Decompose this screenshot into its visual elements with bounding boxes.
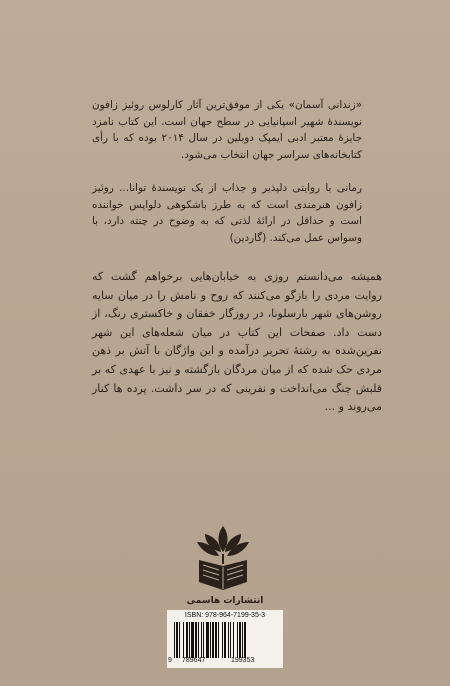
barcode-bar (174, 622, 175, 658)
barcode-bar (195, 622, 197, 658)
barcode-bar (203, 622, 204, 658)
barcode-bar (222, 622, 223, 658)
barcode (174, 622, 276, 658)
barcode-bar (224, 622, 226, 658)
barcode-bar (201, 622, 202, 658)
blurb-paragraph-2: رمانی با روایتی دلپذیر و جذاب از یک نویسندهٔ توانا... روئیز زافون هنرمندی است که به طرز باشکوهی دلواپس خواننده است و حداقل در ارائهٔ لذتی که به وضوح در چنته دارد، با وسواس عمل می‌کند. (گاردین) (92, 182, 362, 244)
isbn-barcode-block (167, 610, 283, 668)
barcode-bar (218, 622, 219, 658)
barcode-bar (228, 622, 229, 658)
barcode-bar (186, 622, 188, 658)
barcode-bar (242, 622, 243, 658)
barcode-bar (237, 622, 238, 658)
book-flower-logo-icon (193, 520, 253, 594)
barcode-bar (244, 622, 246, 658)
barcode-digits (167, 657, 283, 667)
barcode-bar (206, 622, 209, 658)
barcode-bar (179, 622, 180, 658)
isbn-label: ISBN: 978-964-7199-35-3 (184, 612, 266, 619)
barcode-bar (198, 622, 199, 658)
barcode-bar (233, 622, 234, 658)
barcode-digit-group-2: 199353 (231, 657, 255, 664)
blurb-paragraph-3: همیشه می‌دانستم روزی به خیابان‌هایی برخواهم گشت که روایت مردی را بازگو می‌کنند که روح و نامش را در میان سایه روشن‌های شهر بارسلونا، در روزگار خفقان و خاکستری رنگ، از دست داد. صفحات این کتاب در میان شعله‌های این شهر نفرین‌شده به رشتهٔ تحریر درآمده و این واژگان با آتش بر ذهن مردی حک شده که از میان مردگان بازگشته و نیز با عهدی که بر قلبش چنگ می‌انداخت و نفرینی که در سر داشت. پرده ها کنار می‌روند و ... (92, 270, 382, 414)
barcode-bar (215, 622, 217, 658)
barcode-bar (189, 622, 190, 658)
barcode-bar (210, 622, 211, 658)
barcode-bar (239, 622, 241, 658)
barcode-digit-prefix: 9 (168, 657, 172, 664)
barcode-bar (183, 622, 184, 658)
blurb-paragraph-1: «زندانی آسمان» یکی از موفق‌ترین آثار کارلوس روئیز زافون نویسندهٔ شهیر اسپانیایی در سطح جهان است. این کتاب نامزد جایزهٔ معتبر ادبی ایمپک دوبلین در سال ۲۰۱۴ بوده که با رأی کتابخانه‌های سراسر جهان انتخاب می‌شود. (92, 99, 362, 161)
barcode-bar (230, 622, 231, 658)
barcode-bar (212, 622, 214, 658)
barcode-bar (176, 622, 178, 658)
publisher-name: انتشارات هاسمی (186, 596, 264, 606)
barcode-digit-group-1: 789647 (182, 657, 206, 664)
barcode-bar (191, 622, 194, 658)
